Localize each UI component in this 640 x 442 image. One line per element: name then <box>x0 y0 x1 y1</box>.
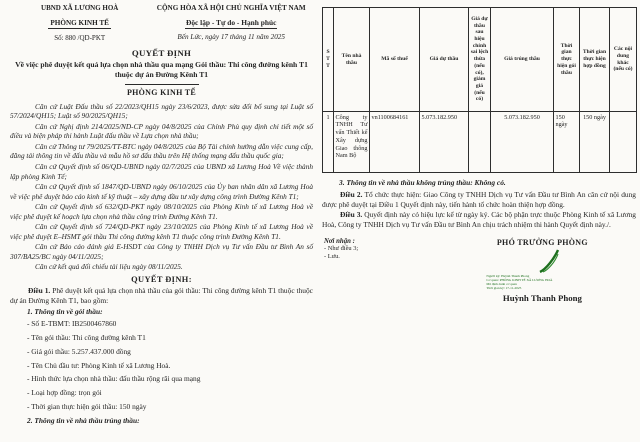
signature-meta-line: Mã định danh cơ quan <box>486 281 517 286</box>
table-header-row <box>323 8 637 112</box>
title-divider <box>125 84 199 85</box>
document-page-2 <box>322 7 636 303</box>
signature-block <box>449 238 636 303</box>
article-2 <box>322 190 636 209</box>
recital: Căn cứ Quyết định số 724/QD-PKT ngày 23/10/2025 của Phòng Kinh tế xã Lương Hoà về việc phê duyệt E–HSMT gói thầu Thi công đường kênh T1 thuộc công trình Đường Kênh T1. <box>10 222 313 241</box>
national-motto: Độc lập - Tự do - Hạnh phúc <box>186 18 277 27</box>
issuer-heading: PHÒNG KINH TẾ <box>126 87 197 97</box>
recital: Căn cứ Quyết định số 06/QD-UBND ngày 02/7/2025 của UBND xã Lương Hoà Về việc thành lập phòng Kinh Tế; <box>10 162 313 181</box>
package-info-item: - Thời gian thực hiện gói thầu: 150 ngày <box>27 401 147 411</box>
cell-stt: 1 <box>323 112 334 173</box>
section-1-heading: 1. Thông tin về gói thầu: <box>27 307 103 317</box>
cell-package-duration: 150 ngày <box>554 112 580 173</box>
col-header-winning-price: Giá trúng thầu <box>491 8 554 112</box>
package-info-item: - Giá gói thầu: 5.257.437.000 đồng <box>27 346 131 356</box>
recipients-label: Nơi nhận : <box>324 237 355 245</box>
decision-heading: QUYẾT ĐỊNH: <box>131 275 192 285</box>
signer-name: Huỳnh Thanh Phong <box>502 292 582 303</box>
package-info-item: - Hình thức lựa chọn nhà thầu: đấu thầu rộng rãi qua mạng <box>27 374 201 384</box>
recital: Căn cứ Thông tư 79/2025/TT-BTC ngày 04/8/2025 của Bộ Tài chính hướng dẫn việc cung cấp, đăng tải thông tin về đấu thầu và mẫu hồ sơ đấu thầu trên Hệ thống mạng đấu thầu quốc gia; <box>10 141 313 161</box>
recital: Căn cứ Nghị định 214/2025/ND-CP ngày 04/8/2025 của Chính Phủ quy định chi tiết một số điều và biện pháp thi hành Luật đấu thầu về Lựa chọn nhà thầu; <box>10 121 313 141</box>
signature-meta-line: Thời gian ký: 17-11-2025 <box>486 285 522 290</box>
section-2-heading: 2. Thông tin về nhà thầu trúng thầu: <box>27 415 140 425</box>
document-page-1 <box>10 4 313 428</box>
article-1-label: Điều 1. <box>28 286 51 296</box>
signer-title: PHÓ TRƯỞNG PHÒNG <box>496 237 588 247</box>
section-3-heading: 3. Thông tin về nhà thầu không trúng thầu: Không có. <box>339 178 506 187</box>
table-row <box>323 112 637 173</box>
package-info-item: - Tên Chủ đầu tư: Phòng Kinh tế xã Lương Hoà. <box>27 360 171 370</box>
cell-winning-price: 5.073.182.950 <box>491 112 554 173</box>
article-1 <box>10 286 313 305</box>
col-header-contract-duration: Thời gian thực hiện hợp đồng <box>580 8 610 112</box>
recital: Căn cứ Báo cáo đánh giá E-HSDT của Công ty TNHH Dịch vụ Tư vấn Đầu tư Bình An số 307/BA25/BC ngày 04/11/2025; <box>10 242 313 261</box>
recipient-item: - Như điều 3; <box>324 244 359 252</box>
article-1-text: Phê duyệt kết quả lựa chọn nhà thầu của gói thầu: Thi công đường kênh T1 thuộc thuộc dự án Đường Kênh T1, bao gồm: <box>10 286 313 305</box>
col-header-contractor: Tên nhà thầu <box>334 8 370 112</box>
document-title: QUYẾT ĐỊNH <box>131 48 192 58</box>
cell-contract-duration: 150 ngày <box>580 112 610 173</box>
recipients-block <box>322 238 449 303</box>
article-3-label: Điều 3. <box>340 210 363 220</box>
agency-name: PHÒNG KINH TẾ <box>50 19 109 27</box>
col-header-package-duration: Thời gian thực hiện gói thầu <box>554 8 580 112</box>
package-info-item: - Số E-TBMT: IB2500467860 <box>27 319 117 329</box>
national-title: CỘNG HÒA XÃ HỘI CHỦ NGHĨA VIỆT NAM <box>156 4 306 12</box>
winning-bidder-table <box>322 7 637 173</box>
legal-recitals <box>10 102 313 272</box>
document-subtitle: Về việc phê duyệt kết quả lựa chọn nhà thầu qua mạng Gói thầu: Thi công đường kênh T1 thuộc dự án Đường Kênh T1 <box>15 60 308 79</box>
place-and-date: Bến Lức, ngày 17 tháng 11 năm 2025 <box>177 33 285 41</box>
cell-other <box>610 112 637 173</box>
col-header-tax-code: Mã số thuế <box>370 8 420 112</box>
article-2-label: Điều 2. <box>340 190 363 199</box>
title-block <box>10 48 313 97</box>
document-header <box>10 4 313 42</box>
col-header-bid-price: Giá dự thầu <box>420 8 469 112</box>
package-info-item: - Tên gói thầu: Thi công đường kênh T1 <box>27 333 146 343</box>
digital-signature-meta <box>486 274 598 290</box>
cell-contractor: Công ty TNHH Tư vấn Thiết kế Xây dựng Giao thông Nam Bộ <box>334 112 370 173</box>
cell-adjusted-price <box>469 112 491 173</box>
col-header-adjusted-price: Giá dự thầu sau hiệu chỉnh sai lệch thừa (nếu có), giảm giá (nếu có) <box>469 8 491 112</box>
document-number: Số: 880 /QD-PKT <box>54 34 106 42</box>
col-header-other: Các nội dung khác (nếu có) <box>610 8 637 112</box>
cell-tax-code: vn1100684161 <box>370 112 420 173</box>
col-header-stt: S T T <box>323 8 334 112</box>
cell-bid-price: 5.073.182.950 <box>420 112 469 173</box>
signature-meta-line: Người ký: Huỳnh Thanh Phong <box>486 273 530 278</box>
recital: Căn cứ Luật Đấu thầu số 22/2023/QH15 ngày 23/6/2023, được sửa đổi bổ sung tại Luật số 57/2024/QH15; Luật số 90/2025/QH15; <box>10 101 313 121</box>
article-2-text: Tổ chức thực hiện: Giao Công ty TNHH Dịch vụ Tư vấn Đầu tư Bình An căn cứ nội dung được phê duyệt tại Điều 1 Quyết định này, tiến hành tổ chức hoàn thiện hợp đồng. <box>322 190 636 209</box>
signature-section <box>322 238 636 303</box>
recital: Căn cứ kết quả đối chiếu tài liệu ngày 08/11/2025. <box>35 262 183 272</box>
article-3 <box>322 210 636 229</box>
recital: Căn cứ Quyết định số 632/QD-PKT ngày 08/10/2025 của Phòng Kinh tế xã Lương Hoà về việc phê duyệt kế hoạch lựa chọn nhà thầu công trình Đường Kênh T1. <box>10 202 313 221</box>
recital: Căn cứ Quyết định số 1847/QD-UBND ngày 06/10/2025 của Ủy ban nhân dân xã Lương Hoà về việc phê duyệt báo cáo kinh tế kỹ thuật – xây dựng đầu tư xây dựng công trình Đường Kênh T1; <box>10 182 313 201</box>
article-3-text: Quyết định này có hiệu lực kể từ ngày ký. Các bộ phận trực thuộc Phòng Kinh tế xã Lương Hoà, Công ty TNHH Dịch vụ Tư vấn Đầu tư Bình An chịu trách nhiệm thi hành Quyết định này./. <box>322 210 636 229</box>
national-motto-block <box>149 4 313 42</box>
package-info-item: - Loại hợp đồng: trọn gói <box>27 388 102 398</box>
digital-signature-swoosh-icon <box>534 249 564 273</box>
issuing-agency-block <box>10 4 149 42</box>
signature-meta-line: Cơ quan: PHÒNG KINH TẾ XÃ LƯƠNG HOÀ <box>486 277 553 282</box>
recipient-item: - Lưu. <box>324 253 340 261</box>
agency-parent: UBND XÃ LƯƠNG HOÀ <box>41 4 119 12</box>
